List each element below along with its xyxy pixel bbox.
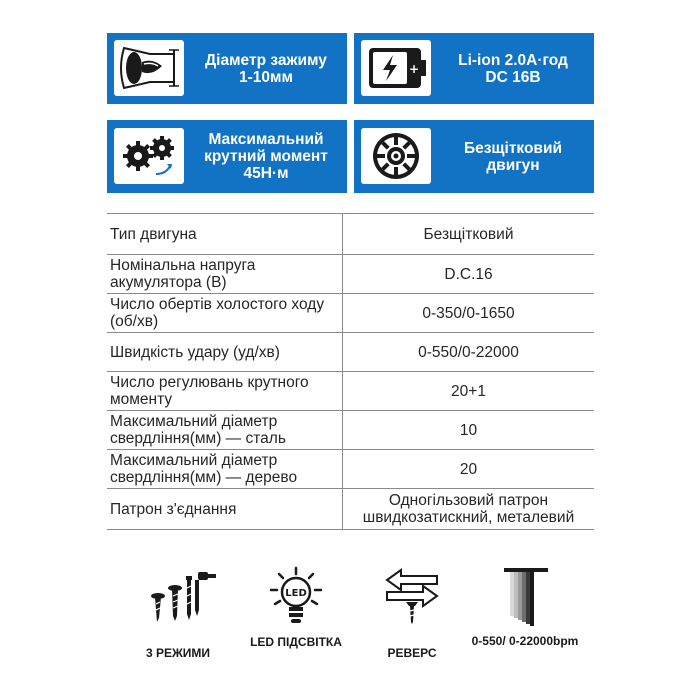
spec-value: 0-350/0-1650: [343, 294, 595, 333]
feature-card-text: [436, 33, 590, 104]
chuck-icon: [114, 40, 184, 96]
spec-label: Число регулювань крутного моменту: [107, 372, 343, 411]
spec-label: Число обертів холостого ходу (об/хв): [107, 294, 343, 333]
feature-card-motor: [354, 120, 594, 193]
spec-value: 20: [343, 450, 595, 489]
feature-card-text: [189, 33, 343, 104]
table-row: [107, 214, 594, 255]
feature-card-text: [189, 120, 343, 193]
spec-label: Максимальний діаметр свердління(мм) — сталь: [107, 411, 343, 450]
spec-label: Патрон з'єднання: [107, 489, 343, 530]
table-row: [107, 255, 594, 294]
card-line: двигун: [486, 156, 540, 174]
spec-value: 10: [343, 411, 595, 450]
battery-icon: [361, 40, 431, 96]
card-line: 1-10мм: [239, 68, 293, 86]
card-line: Діаметр зажиму: [205, 51, 327, 69]
spec-value: 0-550/0-22000: [343, 333, 595, 372]
spec-label: Номінальна напруга акумулятора (В): [107, 255, 343, 294]
card-line: DC 16В: [485, 68, 541, 86]
screws-icon: [123, 566, 233, 626]
led-bulb-icon: [241, 566, 351, 626]
spec-value: Безщітковий: [343, 214, 595, 255]
spec-label: Максимальний діаметр свердління(мм) — дерево: [107, 450, 343, 489]
card-line: крутний момент: [204, 148, 328, 165]
feature-label-reverse: РЕВЕРС: [387, 646, 437, 660]
feature-card-text: [436, 120, 590, 193]
card-line: 45Н·м: [243, 165, 289, 182]
feature-card-torque: [107, 120, 347, 193]
led-bulb-label: LED: [285, 588, 307, 599]
table-row: [107, 489, 594, 530]
spec-value: 20+1: [343, 372, 595, 411]
card-line: Безщітковий: [463, 139, 563, 157]
motor-icon: [361, 128, 431, 184]
table-row: [107, 411, 594, 450]
spec-value: D.C.16: [343, 255, 595, 294]
feature-card-battery: [354, 33, 594, 104]
table-row: [107, 294, 594, 333]
battery-plus-symbol: +: [408, 62, 420, 76]
feature-card-chuck: [107, 33, 347, 104]
spec-label: Тип двигуна: [107, 214, 343, 255]
card-line: Максимальний: [208, 131, 324, 148]
feature-label-modes: 3 РЕЖИМИ: [145, 646, 211, 660]
reverse-arrows-icon: [357, 566, 467, 626]
card-line: Li-ion 2.0A·год: [458, 51, 568, 69]
gears-icon: [114, 128, 184, 184]
table-row: [107, 450, 594, 489]
spec-label: Швидкість удару (уд/хв): [107, 333, 343, 372]
impact-speed-icon: [470, 566, 580, 626]
specs-table: [107, 213, 594, 530]
spec-value: Одногільзовий патрон швидкозатискний, металевий: [343, 489, 595, 530]
table-row: [107, 333, 594, 372]
table-row: [107, 372, 594, 411]
feature-label-bpm: 0-550/ 0-22000bpm: [471, 634, 579, 648]
feature-label-led: LED ПІДСВІТКА: [250, 635, 342, 649]
